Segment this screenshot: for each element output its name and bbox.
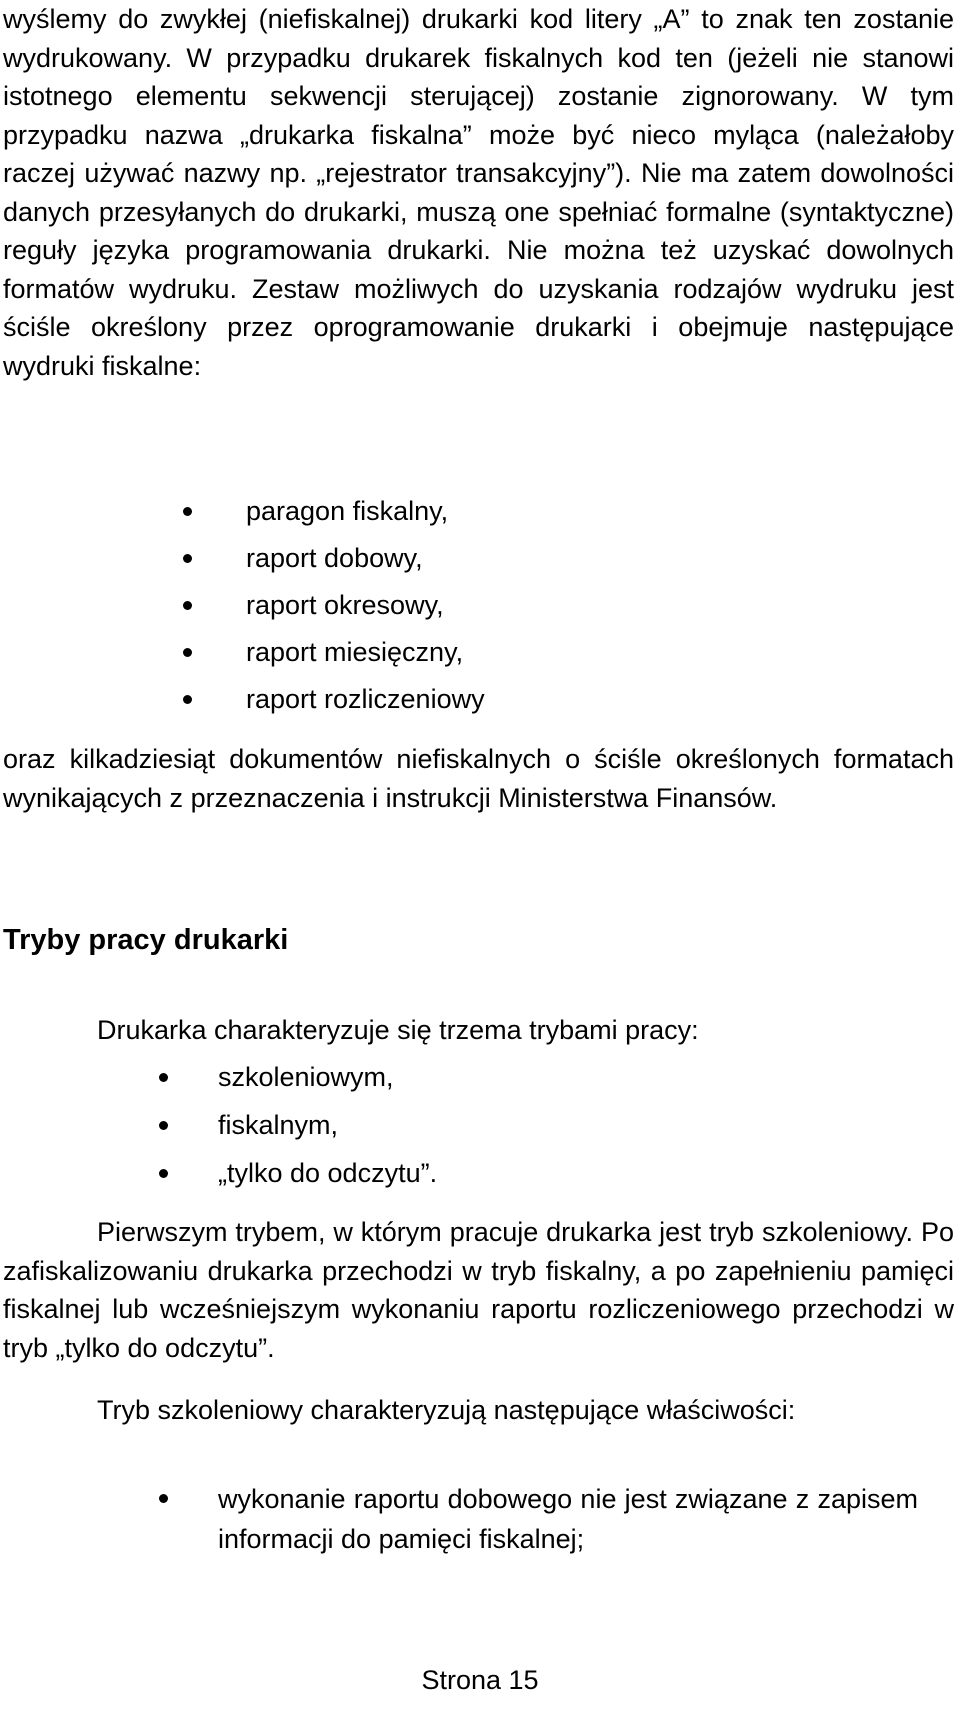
intro-paragraph: wyślemy do zwykłej (niefiskalnej) drukarki kod litery „A” to znak ten zostanie wydrukowany. W przypadku drukarek fiskalnych kod ten (jeżeli nie stanowi istotnego elementu sekwencji sterującej) zostanie zignorowany. W tym przypadku nazwa „drukarka fiskalna” może być nieco myląca (należałoby raczej używać nazwy np. „rejestrator transakcyjny”). Nie ma zatem dowolności danych przesyłanych do drukarki, muszą one spełniać formalne (syntaktyczne) reguły języka programowania drukarki. Nie można też uzyskać dowolnych formatów wydruku. Zestaw możliwych do uzyskania rodzajów wydruku jest ściśle określony przez oprogramowanie drukarki i obejmuje następujące wydruki fiskalne: — [3, 4, 954, 381]
list-item-text: „tylko do odczytu”. — [218, 1158, 438, 1188]
page-number: Strona 15 — [421, 1665, 539, 1695]
list-item-text: raport miesięczny, — [246, 637, 464, 667]
after-list-paragraph: oraz kilkadziesiąt dokumentów niefiskalnych o ściśle określonych formatach wynikających z przeznaczenia i instrukcji Ministerstwa Finansów. — [3, 744, 954, 813]
list-item-text: fiskalnym, — [218, 1110, 339, 1140]
list-item-text: wykonanie raportu dobowego nie jest związane z zapisem informacji do pamięci fiskalnej; — [218, 1484, 918, 1554]
modes-list — [160, 1058, 760, 1202]
list-item — [184, 492, 784, 539]
list-item — [160, 1058, 760, 1106]
bullet-icon — [183, 695, 192, 704]
training-properties-list — [160, 1479, 954, 1559]
training-intro: Tryb szkoleniowy charakteryzują następujące właściwości: — [97, 1395, 796, 1425]
list-item — [184, 680, 784, 727]
section-heading: Tryby pracy drukarki — [3, 924, 289, 956]
list-item-text: raport dobowy, — [246, 543, 423, 573]
fiscal-printouts-list — [184, 492, 784, 727]
bullet-icon — [159, 1121, 168, 1130]
list-item — [184, 633, 784, 680]
bullet-icon — [159, 1494, 168, 1503]
modes-paragraph: Pierwszym trybem, w którym pracuje drukarka jest tryb szkoleniowy. Po zafiskalizowaniu drukarka przechodzi w tryb fiskalny, a po zapełnieniu pamięci fiskalnej lub wcześniejszym wykonaniu raportu rozliczeniowego przechodzi w tryb „tylko do odczytu”. — [3, 1217, 954, 1363]
bullet-icon — [183, 648, 192, 657]
bullet-icon — [183, 601, 192, 610]
list-item-text: raport rozliczeniowy — [246, 684, 485, 714]
list-item-text: raport okresowy, — [246, 590, 444, 620]
bullet-icon — [183, 507, 192, 516]
list-item — [184, 586, 784, 633]
bullet-icon — [159, 1073, 168, 1082]
list-item — [160, 1106, 760, 1154]
list-item-text: paragon fiskalny, — [246, 496, 449, 526]
list-item — [160, 1479, 954, 1559]
list-item — [160, 1154, 760, 1202]
bullet-icon — [159, 1169, 168, 1178]
bullet-icon — [183, 554, 192, 563]
list-item — [184, 539, 784, 586]
list-item-text: szkoleniowym, — [218, 1062, 394, 1092]
modes-intro: Drukarka charakteryzuje się trzema trybami pracy: — [97, 1015, 699, 1045]
